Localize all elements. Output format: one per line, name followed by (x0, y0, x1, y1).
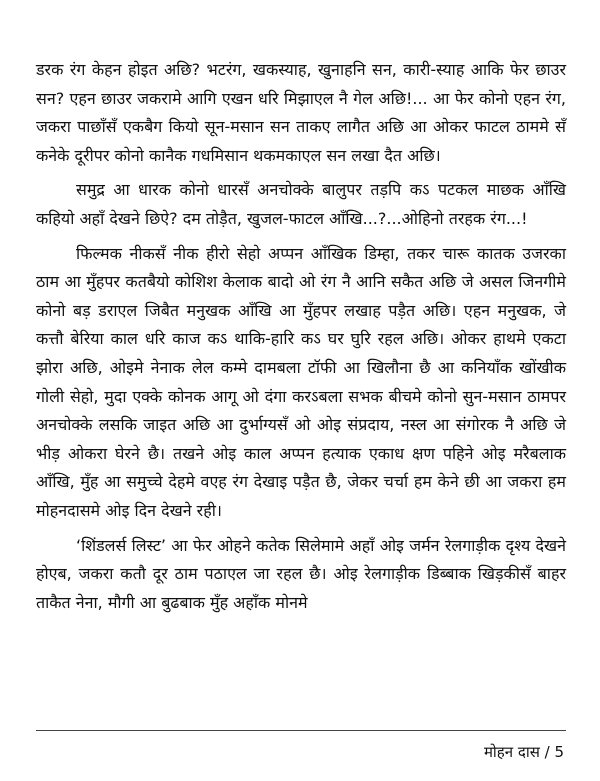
paragraph-2: समुद्र आ धारक कोनो धारसँ अनचोक्के बालुपर तड़पि कऽ पटकल माछक आँखि कहियो अहाँ देखने छिऐ? दम तोड़ैत, खुजल-फाटल आँखि...?...ओहिनो तरहक रंग...! (36, 180, 566, 228)
footer-divider (36, 730, 566, 731)
paragraph-4: ‘शिंडलर्स लिस्ट’ आ फेर ओहने कतेक सिलेमामे अहाँ ओइ जर्मन रेलगाड़ीक दृश्य देखने होएब, जकरा कतौ दूर ठाम पठाएल जा रहल छै। ओइ रेलगाड़ीक डिब्बाक खिड़कीसँ बाहर ताकैत नेना, मौगी आ बुढबाक मुँह अहाँक मोनमे (36, 535, 566, 612)
page-footer: मोहन दास / 5 (483, 743, 564, 761)
paragraph-1: डरक रंग केहन होइत अछि? भटरंग, खकस्याह, खुनाहनि सन, कारी-स्याह आकि फेर छाउर सन? एहन छाउर जकरामे आगि एखन धरि मिझाएल नै गेल अछि!... आ फेर कोनो एहन रंग, जकरा पाछाँसँ एकबैग कियो सून-मसान सन ताकए लागैत अछि आ ओकर फाटल ठाममे सँ कनेके दूरीपर कोनो कानैक गधमिसान थकमकाएल सन लखा दैत अछि। (36, 60, 566, 165)
paragraph-3: फिल्मक नीकसँ नीक हीरो सेहो अप्पन आँखिक डिम्हा, तकर चारू कातक उजरका ठाम आ मुँहपर कतबैयो कोशिश केलाक बादो ओ रंग नै आनि सकैत अछि जे असल जिनगीमे कोनो बड़ डराएल जिबैत मनुखक आँखि आ मुँहपर लखाह पड़ैत अछि। एहन मनुखक, जे कत्तौ बेरिया काल धरि काज कऽ थाकि-हारि कऽ घर घुरि रहल अछि। ओकर हाथमे एकटा झोरा अछि, ओइमे नेनाक लेल कम्मे दामबला टॉफी आ खिलौना छै आ कनियाँक खोंखीक गोली सेहो, मुदा एक्के कोनक आगू ओ दंगा करऽबला सभक बीचमे कोनो सुन-मसान ठामपर अनचोक्के लसकि जाइत अछि आ दुर्भाग्यसँ ओ ओइ संप्रदाय, नस्ल आ संगोरक नै अछि जे भीड़ ओकरा घेरने छै। तखने ओइ काल अप्पन हत्याक एकाध क्षण पहिने ओइ मरैबलाक आँखि, मुँह आ समुच्चे देहमे वएह रंग देखाइ पड़ैत छै, जेकर चर्चा हम केने छी आ जकरा हम मोहनदासमे ओइ दिन देखने रही। (36, 243, 566, 520)
